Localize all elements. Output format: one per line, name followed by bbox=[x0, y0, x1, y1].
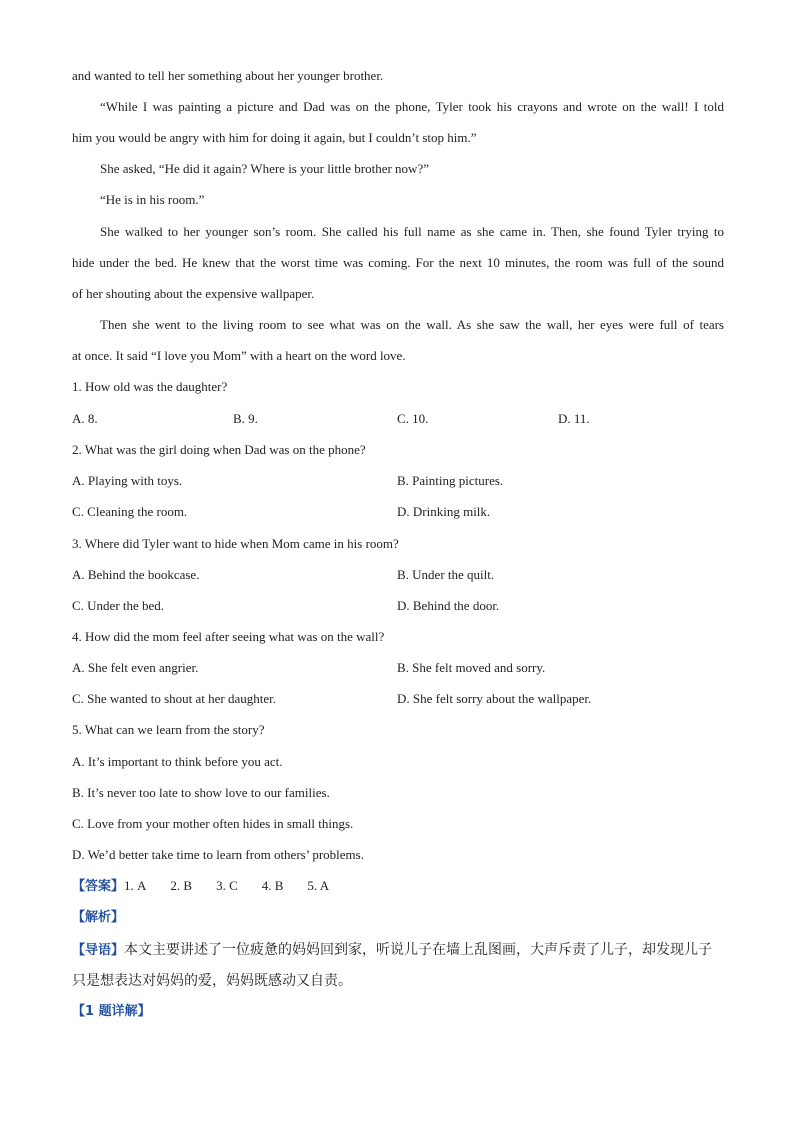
passage-line: “While I was painting a picture and Dad was on the phone, Tyler took his crayons and wrote on the wall! I told bbox=[100, 99, 724, 114]
option-b: B. She felt moved and sorry. bbox=[397, 660, 546, 675]
answer-item: 5. A bbox=[307, 878, 330, 893]
option-d: D. Behind the door. bbox=[397, 598, 500, 613]
option-d: D. 11. bbox=[558, 411, 590, 426]
option-b: B. It’s never too late to show love to our families. bbox=[72, 785, 330, 800]
option-c: C. Love from your mother often hides in small things. bbox=[72, 816, 354, 831]
answer-key bbox=[72, 877, 353, 897]
option-b: B. 9. bbox=[233, 411, 258, 426]
answer-item: 1. A bbox=[124, 878, 147, 893]
analysis-label: 【解析】 bbox=[72, 910, 125, 925]
guide-label: 【导语】 bbox=[72, 943, 125, 958]
passage-line: She asked, “He did it again? Where is your little brother now?” bbox=[100, 161, 429, 176]
guide-text: 本文主要讲述了一位疲惫的妈妈回到家，听说儿子在墙上乱图画，大声斥责了儿子，却发现儿子 bbox=[124, 942, 713, 958]
option-c: C. Under the bed. bbox=[72, 598, 165, 613]
passage-line: at once. It said “I love you Mom” with a heart on the word love. bbox=[72, 348, 406, 363]
option-c: C. She wanted to shout at her daughter. bbox=[72, 691, 276, 706]
option-d: D. We’d better take time to learn from others’ problems. bbox=[72, 847, 364, 862]
question-stem: 5. What can we learn from the story? bbox=[72, 722, 265, 737]
passage-line: Then she went to the living room to see what was on the wall. As she saw the wall, her eyes were full of tears bbox=[100, 317, 724, 332]
option-c: C. Cleaning the room. bbox=[72, 504, 188, 519]
passage-line: “He is in his room.” bbox=[100, 192, 205, 207]
question-stem: 4. How did the mom feel after seeing what was on the wall? bbox=[72, 629, 385, 644]
question-stem: 1. How old was the daughter? bbox=[72, 379, 228, 394]
passage-line: hide under the bed. He knew that the worst time was coming. For the next 10 minutes, the room was full of the sound bbox=[72, 255, 724, 270]
option-a: A. 8. bbox=[72, 411, 98, 426]
option-a: A. Playing with toys. bbox=[72, 473, 183, 488]
option-c: C. 10. bbox=[397, 411, 429, 426]
passage-line: She walked to her younger son’s room. She called his full name as she came in. Then, she found Tyler trying to bbox=[100, 224, 724, 239]
option-d: D. Drinking milk. bbox=[397, 504, 491, 519]
guide-line bbox=[72, 940, 712, 961]
answer-item: 4. B bbox=[261, 878, 284, 893]
answer-item: 3. C bbox=[216, 878, 238, 893]
passage-line: him you would be angry with him for doing it again, but I couldn’t stop him.” bbox=[72, 130, 477, 145]
detail-label: 【1 题详解】 bbox=[72, 1004, 151, 1019]
option-d: D. She felt sorry about the wallpaper. bbox=[397, 691, 592, 706]
answer-item: 2. B bbox=[170, 878, 193, 893]
question-stem: 2. What was the girl doing when Dad was on the phone? bbox=[72, 442, 366, 457]
option-a: A. She felt even angrier. bbox=[72, 660, 199, 675]
option-a: A. Behind the bookcase. bbox=[72, 567, 200, 582]
answer-label: 【答案】 bbox=[72, 879, 125, 894]
option-b: B. Under the quilt. bbox=[397, 567, 495, 582]
guide-line: 只是想表达对妈妈的爱，妈妈既感动又自责。 bbox=[72, 973, 352, 989]
passage-line: and wanted to tell her something about her younger brother. bbox=[72, 68, 384, 83]
passage-line: of her shouting about the expensive wallpaper. bbox=[72, 286, 315, 301]
option-a: A. It’s important to think before you act. bbox=[72, 754, 283, 769]
question-stem: 3. Where did Tyler want to hide when Mom came in his room? bbox=[72, 536, 399, 551]
option-b: B. Painting pictures. bbox=[397, 473, 504, 488]
